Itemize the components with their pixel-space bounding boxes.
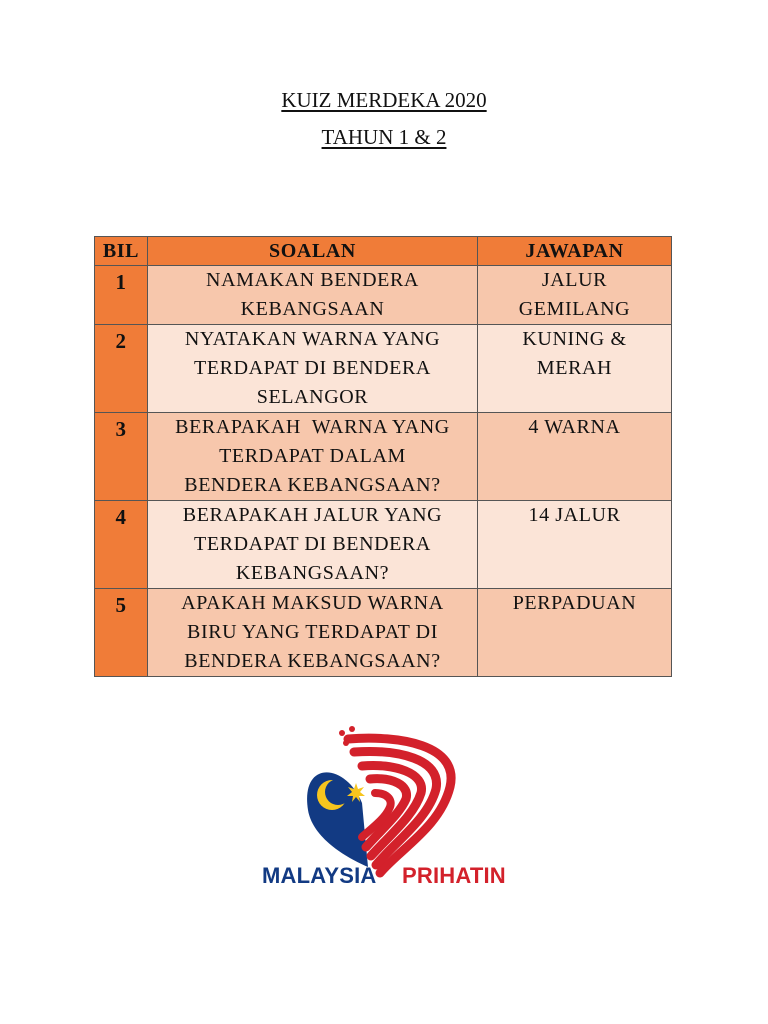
row-number: 3 (95, 413, 148, 501)
answer-cell (478, 589, 672, 677)
question-line: APAKAH MAKSUD WARNA (181, 592, 444, 614)
table-row (95, 266, 672, 325)
answer-cell (478, 266, 672, 325)
answer-line: KUNING & (522, 328, 627, 350)
header-jawapan: JAWAPAN (478, 237, 672, 266)
question-line: TERDAPAT DI BENDERA (194, 533, 431, 555)
table-header-row (95, 237, 672, 266)
question-line: BERAPAKAH JALUR YANG (182, 504, 443, 526)
quiz-table (94, 236, 672, 677)
question-line: BENDERA KEBANGSAAN? (184, 474, 441, 496)
question-line: BERAPAKAH WARNA YANG (175, 416, 450, 438)
row-number: 5 (95, 589, 148, 677)
header-bil: BIL (95, 237, 148, 266)
question-cell (148, 413, 478, 501)
answer-line: GEMILANG (518, 298, 631, 320)
question-cell (148, 325, 478, 413)
question-line: BENDERA KEBANGSAAN? (184, 650, 441, 672)
question-cell (148, 266, 478, 325)
answer-cell (478, 413, 672, 501)
answer-line: JALUR (541, 269, 608, 291)
question-line: TERDAPAT DALAM (219, 445, 406, 467)
question-line: SELANGOR (256, 386, 369, 408)
table-row (95, 589, 672, 677)
page-title: KUIZ MERDEKA 2020 (281, 88, 487, 112)
question-line: NAMAKAN BENDERA (206, 269, 419, 291)
question-line: KEBANGSAAN (240, 298, 385, 320)
answer-line: 4 WARNA (528, 416, 621, 438)
table-row (95, 413, 672, 501)
row-number: 1 (95, 266, 148, 325)
logo-text-prihatin: PRIHATIN (402, 863, 506, 888)
question-cell (148, 501, 478, 589)
question-cell (148, 589, 478, 677)
answer-line: 14 JALUR (528, 504, 621, 526)
malaysia-prihatin-logo (250, 715, 518, 899)
question-line: TERDAPAT DI BENDERA (194, 357, 431, 379)
question-line: BIRU YANG TERDAPAT DI (187, 621, 438, 643)
question-line: NYATAKAN WARNA YANG (184, 328, 441, 350)
row-number: 2 (95, 325, 148, 413)
answer-cell (478, 325, 672, 413)
answer-cell (478, 501, 672, 589)
answer-line: MERAH (536, 357, 613, 379)
page-subtitle: TAHUN 1 & 2 (321, 125, 447, 149)
table-row (95, 325, 672, 413)
question-line: KEBANGSAAN? (235, 562, 390, 584)
row-number: 4 (95, 501, 148, 589)
answer-line: PERPADUAN (512, 592, 637, 614)
table-row (95, 501, 672, 589)
header-soalan: SOALAN (148, 237, 478, 266)
logo-text-malaysia: MALAYSIA (262, 863, 377, 888)
